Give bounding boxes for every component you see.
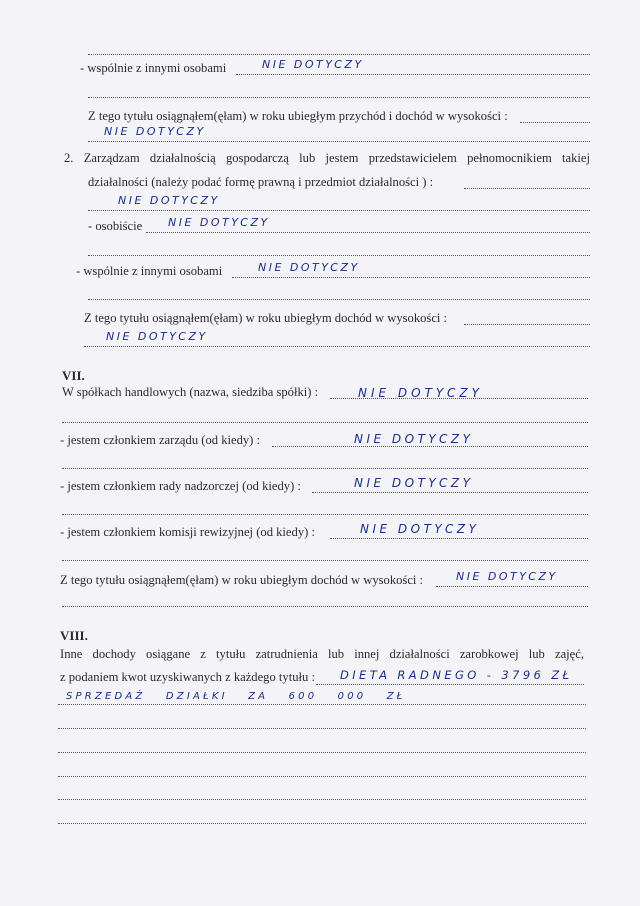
- dotted-line: [520, 122, 590, 123]
- handwritten-answer: NIE DOTYCZY: [104, 125, 206, 138]
- dotted-line: [316, 684, 584, 685]
- section-viii-text-cont: z podaniem kwot uzyskiwanych z każdego tytułu :: [60, 670, 315, 684]
- dotted-line: [58, 776, 586, 777]
- dotted-line: [88, 54, 590, 55]
- label-rada: - jestem członkiem rady nadzorczej (od kiedy) :: [60, 479, 301, 493]
- section-viii-text: Inne dochody osiągane z tytułu zatrudnienia lub innej działalności zarobkowej lub zajęć,: [60, 647, 584, 661]
- income-statement-3: Z tego tytułu osiągnąłem(ęłam) w roku ubiegłym dochód w wysokości :: [60, 573, 424, 587]
- dotted-line: [464, 188, 590, 189]
- dotted-line: [436, 586, 588, 587]
- handwritten-answer: NIE DOTYCZY: [358, 386, 483, 400]
- handwritten-answer: DIETA RADNEGO - 3796 ZŁ: [340, 668, 573, 682]
- handwritten-answer: NIE DOTYCZY: [456, 570, 558, 583]
- label-wspolnie: - wspólnie z innymi osobami: [80, 61, 227, 75]
- dotted-line: [88, 97, 590, 98]
- dotted-line: [58, 752, 586, 753]
- dotted-line: [146, 232, 590, 233]
- dotted-line: [88, 299, 590, 300]
- handwritten-answer: NIE DOTYCZY: [360, 522, 480, 536]
- section-vii-heading: VII.: [62, 368, 85, 383]
- dotted-line: [236, 74, 590, 75]
- label-wspolnie-2: - wspólnie z innymi osobami: [76, 264, 223, 278]
- dotted-line: [58, 704, 586, 705]
- dotted-line: [62, 422, 588, 423]
- label-zarzad: - jestem członkiem zarządu (od kiedy) :: [60, 433, 261, 447]
- dotted-line: [58, 728, 586, 729]
- handwritten-answer: NIE DOTYCZY: [118, 194, 220, 207]
- dotted-line: [272, 446, 588, 447]
- dotted-line: [330, 538, 588, 539]
- section-viii-heading: VIII.: [60, 628, 88, 643]
- dotted-line: [232, 277, 590, 278]
- handwritten-answer: NIE DOTYCZY: [106, 330, 208, 343]
- label-spolki: W spółkach handlowych (nazwa, siedziba spółki) :: [62, 385, 319, 399]
- dotted-line: [62, 606, 588, 607]
- item-2-text: 2. Zarządzam działalnością gospodarczą lub jestem przedstawicielem pełnomocnikiem takiej: [64, 151, 590, 165]
- handwritten-answer: NIE DOTYCZY: [354, 432, 474, 446]
- handwritten-answer: SPRZEDAŻ DZIAŁKI ZA 600 000 ZŁ: [66, 691, 406, 702]
- dotted-line: [62, 468, 588, 469]
- label-komisja: - jestem członkiem komisji rewizyjnej (od kiedy) :: [60, 525, 315, 539]
- handwritten-answer: NIE DOTYCZY: [354, 476, 474, 490]
- dotted-line: [62, 514, 588, 515]
- dotted-line: [84, 346, 590, 347]
- dotted-line: [312, 492, 588, 493]
- label-osobiscie: - osobiście: [88, 219, 143, 233]
- dotted-line: [58, 823, 586, 824]
- income-statement-2: Z tego tytułu osiągnąłem(ęłam) w roku ubiegłym dochód w wysokości :: [84, 311, 448, 325]
- item-2-text-cont: działalności (należy podać formę prawną i przedmiot działalności ) :: [88, 175, 434, 189]
- dotted-line: [88, 210, 590, 211]
- dotted-line: [464, 324, 590, 325]
- handwritten-answer: NIE DOTYCZY: [168, 216, 270, 229]
- dotted-line: [62, 560, 588, 561]
- income-statement-1: Z tego tytułu osiągnąłem(ęłam) w roku ubiegłym przychód i dochód w wysokości :: [88, 109, 508, 123]
- handwritten-answer: NIE DOTYCZY: [258, 261, 360, 274]
- handwritten-answer: NIE DOTYCZY: [262, 58, 364, 71]
- dotted-line: [88, 141, 590, 142]
- dotted-line: [88, 255, 590, 256]
- dotted-line: [58, 799, 586, 800]
